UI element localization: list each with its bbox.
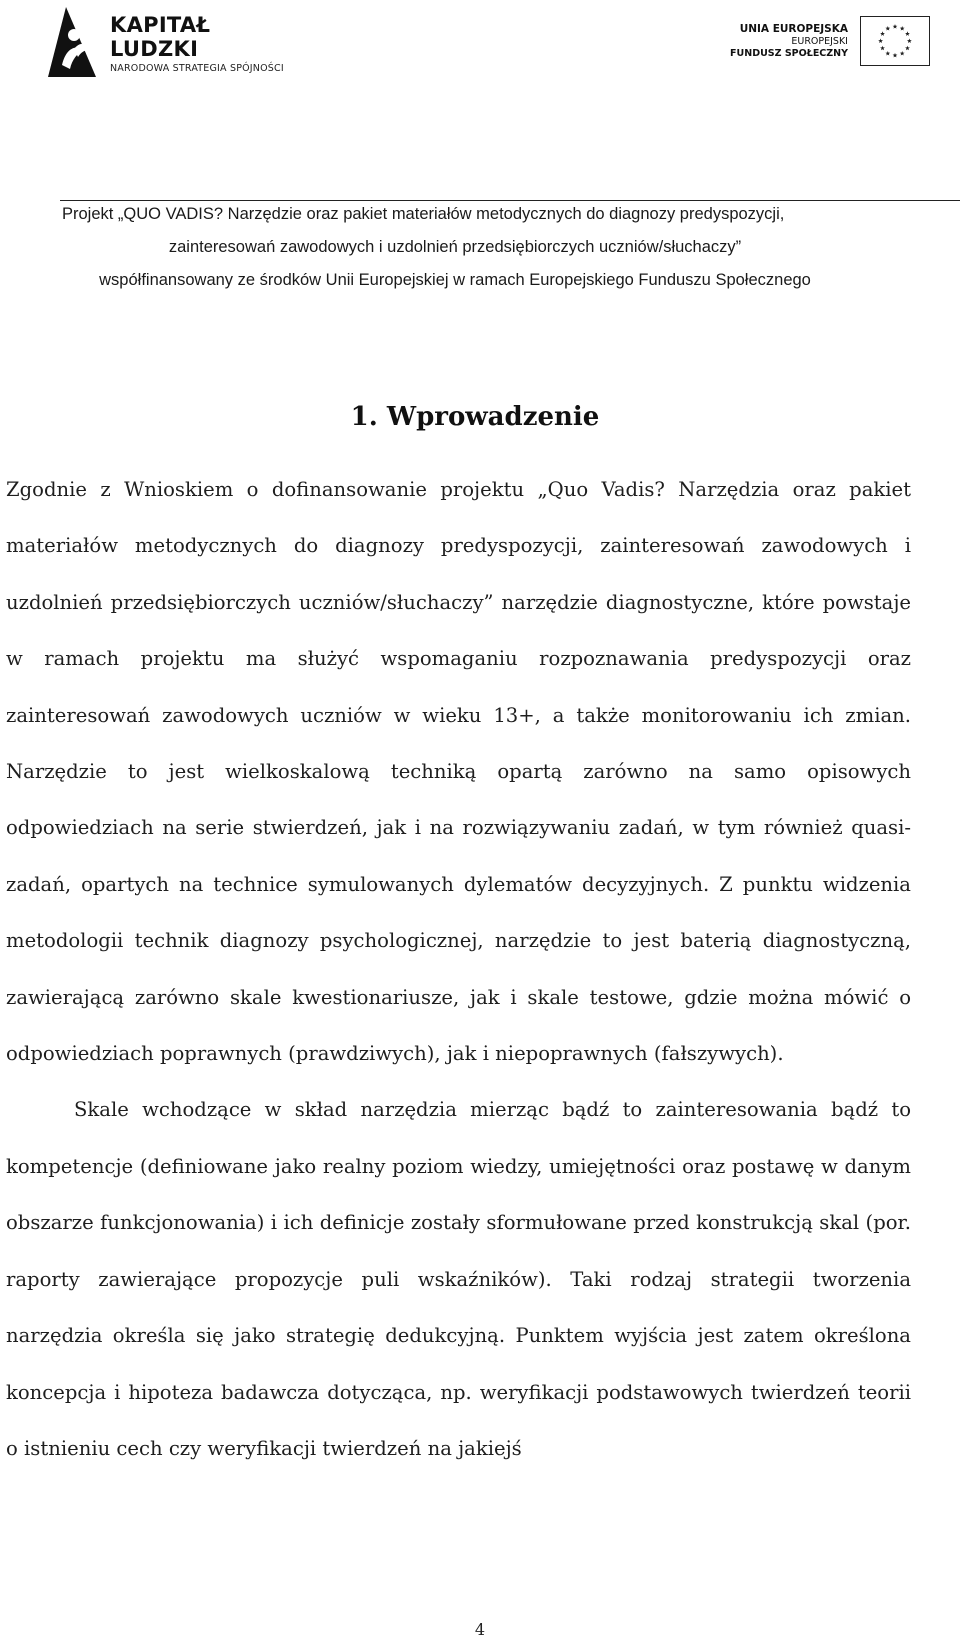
eu-logo (730, 14, 930, 68)
eu-star (885, 26, 890, 31)
section-heading: 1. Wprowadzenie (350, 402, 600, 432)
header-rule (60, 200, 960, 201)
eu-star (907, 39, 912, 44)
eu-logo-line3: FUNDUSZ SPOŁECZNY (730, 47, 848, 59)
eu-star (893, 24, 898, 29)
eu-flag-icon (860, 16, 930, 66)
body-text (6, 462, 911, 1477)
kapital-ludzki-title: KAPITAŁ LUDZKI (110, 12, 211, 61)
eu-star (880, 46, 885, 51)
project-line-1: Projekt „QUO VADIS? Narzędzie oraz pakiet materiałów metodycznych do diagnozy predyspozycji, (62, 205, 785, 223)
project-line-3: współfinansowany ze środków Unii Europejskiej w ramach Europejskiego Funduszu Społecznego (99, 271, 811, 289)
eu-star (878, 39, 883, 44)
eu-star (880, 31, 885, 36)
eu-logo-line2: EUROPEJSKI (791, 35, 848, 47)
eu-star (900, 26, 905, 31)
eu-star (905, 31, 910, 36)
eu-logo-line1: UNIA EUROPEJSKA (739, 22, 848, 35)
eu-star (893, 53, 898, 58)
kapital-ludzki-subtitle: NARODOWA STRATEGIA SPÓJNOŚCI (110, 62, 284, 74)
page-number: 4 (474, 1620, 486, 1639)
eu-star (905, 46, 910, 51)
eu-star (885, 51, 890, 56)
kapital-ludzki-mark-icon (44, 5, 100, 81)
paragraph-1: Zgodnie z Wnioskiem o dofinansowanie projektu „Quo Vadis? Narzędzia oraz pakiet materiałów metodycznych do diagnozy predyspozycji, zainteresowań zawodowych i uzdolnień przedsiębiorczych uczniów/słuchaczy” narzędzie diagnostyczne, które powstaje w ramach projektu ma służyć wspomaganiu rozpoznawania predyspozycji oraz zainteresowań zawodowych uczniów w wieku 13+, a także monitorowaniu ich zmian. Narzędzie to jest wielkoskalową techniką opartą zarówno na samo opisowych odpowiedziach na serie stwierdzeń, jak i na rozwiązywaniu zadań, w tym również quasi-zadań, opartych na technice symulowanych dylematów decyzyjnych. Z punktu widzenia metodologii technik diagnozy psychologicznej, narzędzie to jest baterią diagnostyczną, zawierającą zarówno skale kwestionariusze, jak i skale testowe, gdzie można mówić o odpowiedziach poprawnych (prawdziwych), jak i niepoprawnych (fałszywych). (6, 478, 911, 1066)
paragraph-2: Skale wchodzące w skład narzędzia mierząc bądź to zainteresowania bądź to kompetencje (definiowane jako realny poziom wiedzy, umiejętności oraz postawę w danym obszarze funkcjonowania) i ich definicje zostały sformułowane przed konstrukcją skal (por. raporty zawierające propozycje puli wskaźników). Taki rodzaj strategii tworzenia narzędzia określa się jako strategię dedukcyjną. Punktem wyjścia jest zatem określona koncepcja i hipoteza badawcza dotycząca, np. weryfikacji podstawowych twierdzeń teorii o istnieniu cech czy weryfikacji twierdzeń na jakiejś (6, 1098, 911, 1460)
kapital-ludzki-logo (44, 4, 294, 82)
project-line-2: zainteresowań zawodowych i uzdolnień przedsiębiorczych uczniów/słuchaczy” (168, 238, 742, 256)
eu-star (900, 51, 905, 56)
